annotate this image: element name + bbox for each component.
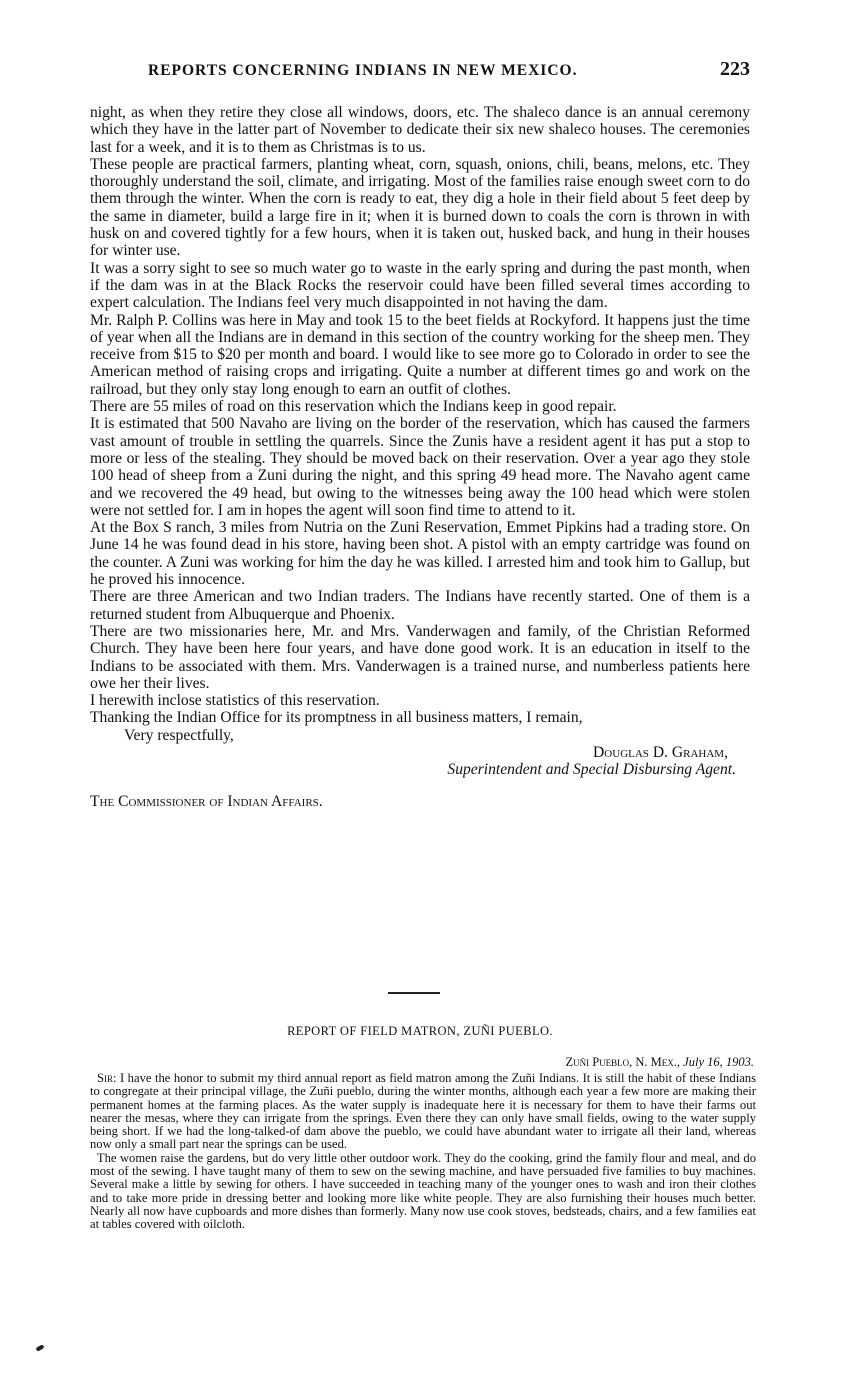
closing-line: Thanking the Indian Office for its promptness in all business matters, I remain, xyxy=(90,709,583,727)
small-paragraph xyxy=(90,1152,756,1232)
page-number: 223 xyxy=(720,58,750,80)
report-paragraph: There are 55 miles of road on this reservation which the Indians keep in good repair. xyxy=(90,398,617,416)
dateline-date: July 16, 1903. xyxy=(683,1055,754,1069)
running-title: REPORTS CONCERNING INDIANS IN NEW MEXICO. xyxy=(148,62,578,79)
field-matron-report xyxy=(90,1072,756,1232)
signer-name: Douglas D. Graham, xyxy=(593,743,728,761)
running-head xyxy=(90,58,750,84)
report-paragraph: It was a sorry sight to see so much water go to waste in the early spring and during the past month, when if the dam was in at the Black Rocks the reservoir could have been filled several times according to expert calculation. The Indians feel very much disappointed in not having the dam. xyxy=(90,259,750,312)
salutation: Sir: xyxy=(96,1071,117,1085)
report-paragraph: Mr. Ralph P. Collins was here in May and took 15 to the beet fields at Rockyford. It happens just the time of year when all the Indians are in demand in this section of the country working for the sheep men. They receive from $15 to $20 per month and board. I would like to see more go to Colorado in order to see the American method of raising crops and irrigating. Quite a number at different times go and work on the railroad, but they only stay long enough to earn an outfit of clothes. xyxy=(90,311,750,398)
closing-line: I herewith inclose statistics of this reservation. xyxy=(90,692,380,710)
report-paragraph: There are two missionaries here, Mr. and Mrs. Vanderwagen and family, of the Christian Reformed Church. They have been here four years, and have done good work. It is an education in itself to the Indians to be associated with them. Mrs. Vanderwagen is a trained nurse, and numberless patients here owe her their lives. xyxy=(90,622,750,692)
section-heading: REPORT OF FIELD MATRON, ZUÑI PUEBLO. xyxy=(287,1024,553,1038)
small-paragraph xyxy=(90,1072,756,1152)
report-paragraph: night, as when they retire they close all windows, doors, etc. The shaleco dance is an annual ceremony which they have in the latter part of November to dedicate their six new shaleco houses. The ceremonies last for a week, and it is to them as Christmas is to us. xyxy=(90,104,750,156)
ink-mark xyxy=(36,1344,45,1351)
dateline xyxy=(565,1055,754,1070)
paragraph-text: The women raise the gardens, but do very little other outdoor work. They do the cooking, grind the family flour and meal, and do most of the sewing. I have taught many of them to sew on the sewing machine, and have persuaded five families to buy machines. Several make a little by sewing for others. I have succeeded in teaching many of the younger ones to wash and iron their clothes and to take more pride in dressing better and looking more like white people. They are also furnishing their houses much better. Nearly all now have cupboards and more dishes than formerly. Many now use cook stoves, bedsteads, chairs, and a few families eat at tables covered with oilcloth. xyxy=(90,1150,757,1232)
report-paragraph: These people are practical farmers, planting wheat, corn, squash, onions, chili, beans, melons, etc. They thoroughly understand the soil, climate, and irrigating. Most of the families raise enough sweet corn to do them through the winter. When the corn is ready to eat, they dig a hole in their field about 5 feet deep by the same in diameter, build a large fire in it; when it is burned down to coals the corn is thrown in with husk on and covered tightly for a few hours, when it is taken out, husked back, and hung in their houses for winter use. xyxy=(90,155,750,260)
report-paragraph: It is estimated that 500 Navaho are living on the border of the reservation, which has caused the farmers vast amount of trouble in settling the quarrels. Since the Zunis have a resident agent it has put a stop to more or less of the stealing. They should be moved back on their reservation. Over a year ago they stole 100 head of sheep from a Zuni during the night, and this spring 49 head more. The Navaho agent came and we recovered the 49 head, but owing to the witnesses being away the 100 head which were stolen were not settled for. I am in hopes the agent will soon find time to attend to it. xyxy=(90,415,750,519)
signer-title: Superintendent and Special Disbursing Agent. xyxy=(447,761,736,779)
dateline-place: Zuñi Pueblo, N. Mex., xyxy=(565,1055,681,1069)
section-divider xyxy=(388,992,440,994)
report-body xyxy=(90,104,750,810)
report-paragraph: At the Box S ranch, 3 miles from Nutria on the Zuni Reservation, Emmet Pipkins had a trading store. On June 14 he was found dead in his store, having been shot. A pistol with an empty cartridge was found on the counter. A Zuni was working for him the day he was killed. I arrested him and took him to Gallup, but he proved his innocence. xyxy=(90,519,751,589)
addressee: The Commissioner of Indian Affairs. xyxy=(90,792,323,810)
report-paragraph: There are three American and two Indian traders. The Indians have recently started. One of them is a returned student from Albuquerque and Phoenix. xyxy=(90,588,750,623)
complimentary-close: Very respectfully, xyxy=(124,726,234,744)
paragraph-text: I have the honor to submit my third annual report as field matron among the Zuñi Indians. It is still the habit of these Indians to congregate at their principal village, the Zuñi pueblo, during the winter months, although each year a few more are making their permanent homes at the farming places. As the water supply is inadequate here it is necessary for them to have their farms out nearer the mesas, where they can irrigate from the springs. Even there they can only have small fields, owing to the water supply being short. If we had the long-talked-of dam above the pueblo, we could have abundant water to irrigate all their land, whereas now only a small part near the springs can be used. xyxy=(90,1071,757,1152)
